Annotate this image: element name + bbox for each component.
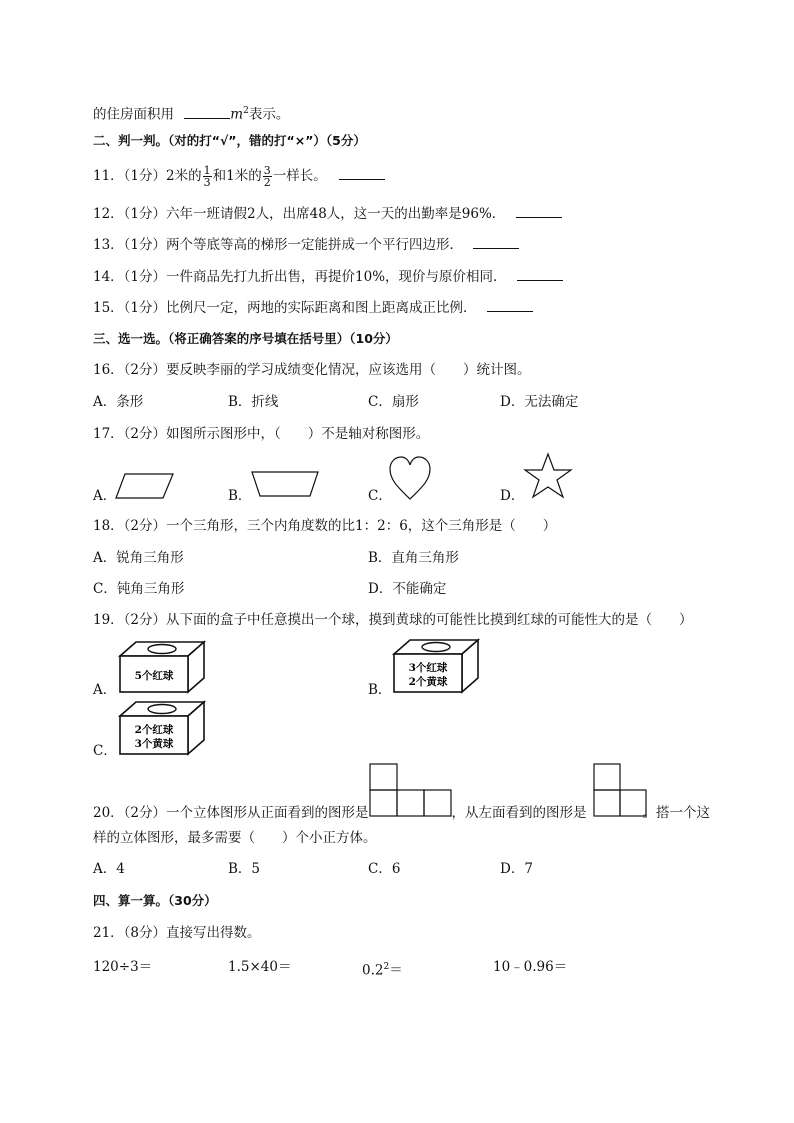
calc-expr-2: 1.5×40＝ <box>228 959 292 975</box>
q18-option-b[interactable]: B．直角三角形 <box>368 550 459 566</box>
q20-option-d[interactable]: D．7 <box>500 861 533 877</box>
heart-shape <box>388 455 432 501</box>
box-b-illustration <box>390 638 482 696</box>
box-b-label-1: 3个红球 <box>408 662 448 674</box>
question-19: 19．（2分）从下面的盒子中任意摸出一个球，摸到黄球的可能性比摸到红球的可能性大的是（ ） <box>93 612 693 628</box>
calc-expr-4: 10﹣0.96＝ <box>493 959 568 975</box>
section-3-heading: 三、选一选。（将正确答案的序号填在括号里）（10分） <box>93 331 398 346</box>
section-2-heading: 二、判一判。（对的打“√”，错的打“×”）（5分） <box>93 133 366 148</box>
q11-text-a: 11．（1分）2米的 <box>93 168 202 184</box>
q14-text: 14．（1分）一件商品先打九折出售，再提价10%，现价与原价相同． <box>93 269 507 285</box>
box-c-label-1: 2个红球 <box>134 724 174 736</box>
frac-num: 3 <box>263 164 271 177</box>
answer-blank[interactable] <box>339 167 385 180</box>
question-18: 18．（2分）一个三角形，三个内角度数的比1：2：6，这个三角形是（ ） <box>93 518 557 534</box>
question-20-line-2: 样的立体图形，最多需要（ ）个小正方体。 <box>93 830 377 846</box>
unit-m: m <box>230 106 244 123</box>
q20-option-a[interactable]: A．4 <box>93 861 125 877</box>
question-17: 17．（2分）如图所示图形中，（ ）不是轴对称图形。 <box>93 426 430 442</box>
q12-text: 12．（1分）六年一班请假2人，出席48人，这一天的出勤率是96%． <box>93 206 506 222</box>
answer-blank[interactable] <box>487 299 533 312</box>
q20-text-a: 20．（2分）一个立体图形从正面看到的图形是 <box>93 805 369 821</box>
q13-text: 13．（1分）两个等底等高的梯形一定能拼成一个平行四边形． <box>93 237 464 253</box>
frac-num: 1 <box>203 164 211 177</box>
q18-option-d[interactable]: D．不能确定 <box>368 581 447 597</box>
answer-blank[interactable] <box>473 236 519 249</box>
q17-option-d[interactable]: D． <box>500 488 525 504</box>
q17-option-c[interactable]: C． <box>368 488 392 504</box>
box-c-illustration <box>116 700 208 758</box>
section-4-heading: 四、算一算。（30分） <box>93 893 217 908</box>
left-view-figure <box>593 763 649 819</box>
answer-blank[interactable] <box>517 268 563 281</box>
box-a-label: 5个红球 <box>134 670 174 682</box>
q17-option-a[interactable]: A． <box>93 488 117 504</box>
parallelogram-shape <box>115 472 175 502</box>
question-16: 16．（2分）要反映李丽的学习成绩变化情况，应该选用（ ）统计图。 <box>93 362 531 378</box>
question-21: 21．（8分）直接写出得数。 <box>93 925 261 941</box>
q17-option-b[interactable]: B． <box>228 488 252 504</box>
question-14 <box>93 268 563 286</box>
calc-expr-1: 120÷3＝ <box>93 959 153 975</box>
frac-den: 3 <box>203 176 211 189</box>
fraction-3-2 <box>263 165 272 188</box>
q15-text: 15．（1分）比例尺一定，两地的实际距离和图上距离成正比例． <box>93 300 477 316</box>
q16-option-d[interactable]: D．无法确定 <box>500 394 579 410</box>
star-shape <box>522 452 574 500</box>
carryover-line <box>93 102 289 124</box>
answer-blank[interactable] <box>184 106 230 119</box>
q11-text-b: 和1米的 <box>212 168 262 184</box>
q16-option-b[interactable]: B．折线 <box>228 394 279 410</box>
frac-den: 2 <box>263 176 271 189</box>
calc-expr-3 <box>362 958 403 980</box>
q19-option-c[interactable]: C． <box>93 743 117 759</box>
q19-option-b[interactable]: B． <box>368 682 392 698</box>
q19-option-a[interactable]: A． <box>93 682 117 698</box>
box-c-label-2: 3个黄球 <box>134 738 174 750</box>
q20-option-c[interactable]: C．6 <box>368 861 401 877</box>
question-12 <box>93 205 562 223</box>
box-a-illustration <box>116 640 208 696</box>
calc-expr-3-eq: ＝ <box>389 962 403 979</box>
q20-text-b: ，从左面看到的图形是 <box>451 805 587 821</box>
calc-expr-3-base: 0.2 <box>362 962 384 979</box>
question-11 <box>93 165 385 188</box>
carryover-suffix: 表示。 <box>248 106 290 123</box>
q11-text-c: 一样长。 <box>272 168 327 184</box>
q20-option-b[interactable]: B．5 <box>228 861 261 877</box>
trapezoid-shape <box>250 470 320 500</box>
question-15 <box>93 299 533 317</box>
calc-expr-3-exp: 2 <box>383 962 390 972</box>
answer-blank[interactable] <box>516 205 562 218</box>
unit-superscript: 2 <box>243 106 249 116</box>
q16-option-c[interactable]: C．扇形 <box>368 394 419 410</box>
box-b-label-2: 2个黄球 <box>408 676 448 688</box>
front-view-figure <box>369 763 453 819</box>
q20-text-c: 。搭一个这 <box>642 805 711 821</box>
q18-option-a[interactable]: A．锐角三角形 <box>93 550 184 566</box>
fraction-1-3 <box>203 165 212 188</box>
q18-option-c[interactable]: C．钝角三角形 <box>93 581 185 597</box>
carryover-text: 的住房面积用 <box>93 106 174 123</box>
q16-option-a[interactable]: A．条形 <box>93 394 144 410</box>
question-13 <box>93 236 519 254</box>
